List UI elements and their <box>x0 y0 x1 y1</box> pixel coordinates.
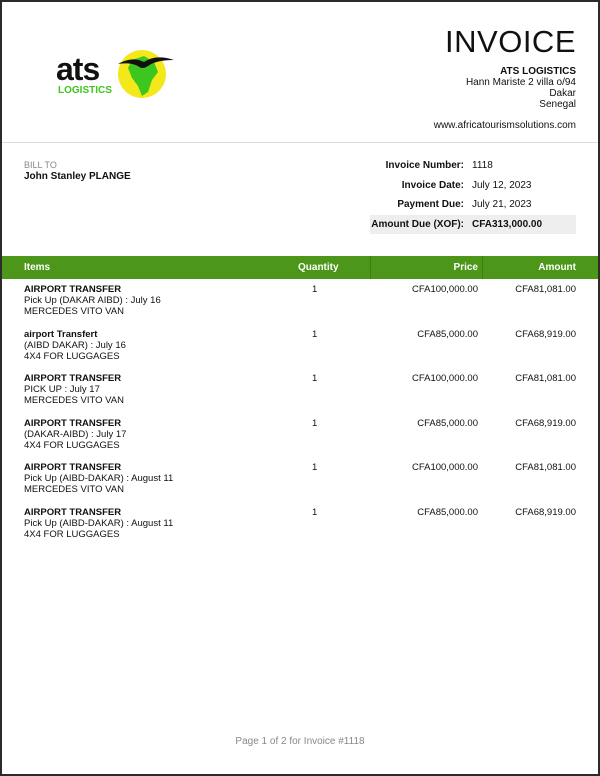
item-description <box>24 329 126 362</box>
item-detail: 4X4 FOR LUGGAGES <box>24 350 120 362</box>
item-detail: (DAKAR-AIBD) : July 17 <box>24 428 127 440</box>
address-line: Hann Mariste 2 villa o/94 <box>465 77 576 88</box>
logo-subtitle-text: LOGISTICS <box>58 85 112 96</box>
page-footer: Page 1 of 2 for Invoice #1118 <box>235 736 365 747</box>
item-name: AIRPORT TRANSFER <box>24 462 122 474</box>
company-website: www.africatourismsolutions.com <box>433 120 576 131</box>
item-name: AIRPORT TRANSFER <box>24 506 122 518</box>
header-amount: Amount <box>538 262 576 273</box>
invoice-page <box>2 2 598 774</box>
item-quantity: 1 <box>312 462 318 474</box>
item-detail: Pick Up (DAKAR AIBD) : July 16 <box>24 295 161 306</box>
company-address <box>466 66 576 110</box>
item-amount: CFA81,081.00 <box>515 284 576 295</box>
item-price: CFA85,000.00 <box>417 417 478 429</box>
meta-value: July 12, 2023 <box>472 179 532 191</box>
item-detail: MERCEDES VITO VAN <box>24 484 124 496</box>
table-row <box>2 329 598 374</box>
header-items: Items <box>24 262 51 273</box>
bill-to-name: John Stanley PLANGE <box>24 171 131 182</box>
item-description <box>24 507 173 540</box>
item-price: CFA100,000.00 <box>411 373 478 385</box>
item-price: CFA85,000.00 <box>417 506 478 518</box>
header-price: Price <box>453 262 478 273</box>
meta-value: CFA313,000.00 <box>472 218 543 230</box>
amount-due-row <box>370 215 576 235</box>
header-quantity: Quantity <box>298 262 339 273</box>
item-price: CFA85,000.00 <box>417 328 478 340</box>
item-amount: CFA81,081.00 <box>515 462 576 474</box>
item-amount: CFA68,919.00 <box>515 328 576 340</box>
item-amount: CFA68,919.00 <box>515 417 576 429</box>
item-detail: MERCEDES VITO VAN <box>24 395 124 407</box>
item-detail: (AIBD DAKAR) : July 16 <box>24 339 126 351</box>
item-detail: MERCEDES VITO VAN <box>24 306 124 317</box>
header-divider <box>2 142 598 143</box>
item-description <box>24 373 124 406</box>
invoice-number-row <box>370 156 576 176</box>
company-name: ATS LOGISTICS <box>500 66 576 77</box>
item-description <box>24 284 161 317</box>
item-detail: Pick Up (AIBD-DAKAR) : August 11 <box>24 473 174 485</box>
ats-logistics-logo <box>52 48 177 106</box>
table-row <box>2 418 598 463</box>
meta-label: Payment Due: <box>397 199 464 211</box>
table-row <box>2 507 598 552</box>
meta-value: 1118 <box>472 160 493 172</box>
meta-value: July 21, 2023 <box>472 199 532 211</box>
payment-due-row <box>370 195 576 215</box>
invoice-meta <box>370 156 576 234</box>
item-quantity: 1 <box>312 417 318 429</box>
table-row <box>2 284 598 329</box>
meta-label: Invoice Number: <box>385 160 464 172</box>
item-amount: CFA68,919.00 <box>515 506 576 518</box>
meta-label: Invoice Date: <box>401 179 464 191</box>
item-quantity: 1 <box>312 506 318 518</box>
item-description <box>24 462 173 495</box>
item-price: CFA100,000.00 <box>411 284 478 295</box>
item-detail: 4X4 FOR LUGGAGES <box>24 439 120 451</box>
item-name: AIRPORT TRANSFER <box>24 373 122 385</box>
item-detail: 4X4 FOR LUGGAGES <box>24 528 120 540</box>
invoice-title: INVOICE <box>445 24 576 59</box>
item-description <box>24 418 126 451</box>
items-table-body <box>2 284 598 552</box>
header-separator <box>370 256 371 279</box>
item-detail: PICK UP : July 17 <box>24 384 100 396</box>
item-price: CFA100,000.00 <box>411 462 478 474</box>
meta-label: Amount Due (XOF): <box>371 218 464 230</box>
bill-to-label: BILL TO <box>24 160 57 170</box>
header-separator <box>482 256 483 279</box>
address-line: Dakar <box>549 88 576 99</box>
item-quantity: 1 <box>312 373 318 385</box>
logo-brand-text: ats <box>56 51 100 87</box>
item-name: AIRPORT TRANSFER <box>24 284 122 295</box>
address-line: Senegal <box>539 99 576 110</box>
invoice-date-row <box>370 176 576 196</box>
item-quantity: 1 <box>312 284 318 295</box>
items-table-header <box>2 256 598 279</box>
item-name: AIRPORT TRANSFER <box>24 417 122 429</box>
item-detail: Pick Up (AIBD-DAKAR) : August 11 <box>24 517 174 529</box>
table-row <box>2 373 598 418</box>
item-quantity: 1 <box>312 328 318 340</box>
item-name: airport Transfert <box>24 328 98 340</box>
table-row <box>2 462 598 507</box>
item-amount: CFA81,081.00 <box>515 373 576 385</box>
